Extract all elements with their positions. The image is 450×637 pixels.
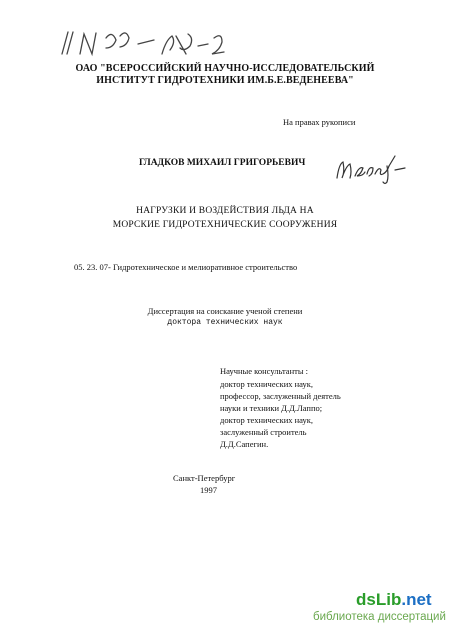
specialty-code: 05. 23. 07- Гидротехническое и мелиоративное строительство [74,262,298,272]
degree-line-1: Диссертация на соискание ученой степени [147,306,303,316]
consultant-line: науки и техники Д.Д.Лаппо; [220,403,323,413]
author-signature [333,152,409,186]
consultant-line: доктор технических наук, [220,379,314,389]
organization-line-2: ИНСТИТУТ ГИДРОТЕХНИКИ ИМ.Б.Е.ВЕДЕНЕЕВА" [96,75,354,86]
city: Санкт-Петербург [173,473,236,483]
consultant-line: доктор технических наук, [220,415,314,425]
watermark-logo-part1: dsLib [356,590,402,609]
year: 1997 [200,485,217,495]
watermark-logo [356,590,432,610]
degree-line-2: доктора технических наук [167,318,283,327]
consultant-line: Д.Д.Сапегин. [220,439,269,449]
organization-line-1: ОАО "ВСЕРОССИЙСКИЙ НАУЧНО-ИССЛЕДОВАТЕЛЬСКИЙ [75,63,375,74]
title-line-2: МОРСКИЕ ГИДРОТЕХНИЧЕСКИЕ СООРУЖЕНИЯ [112,220,338,230]
consultants-heading: Научные консультанты : [220,366,309,376]
rights-note: На правах рукописи [283,117,356,127]
handwritten-stamp [58,28,228,58]
watermark-subtitle: библиотека диссертаций [313,611,446,623]
consultant-line: заслуженный строитель [220,427,307,437]
author-name: ГЛАДКОВ МИХАИЛ ГРИГОРЬЕВИЧ [139,158,306,168]
title-line-1: НАГРУЗКИ И ВОЗДЕЙСТВИЯ ЛЬДА НА [136,206,314,216]
consultant-line: профессор, заслуженный деятель [220,391,341,401]
watermark-logo-part2: .net [401,590,432,609]
consultants-list [220,378,341,450]
